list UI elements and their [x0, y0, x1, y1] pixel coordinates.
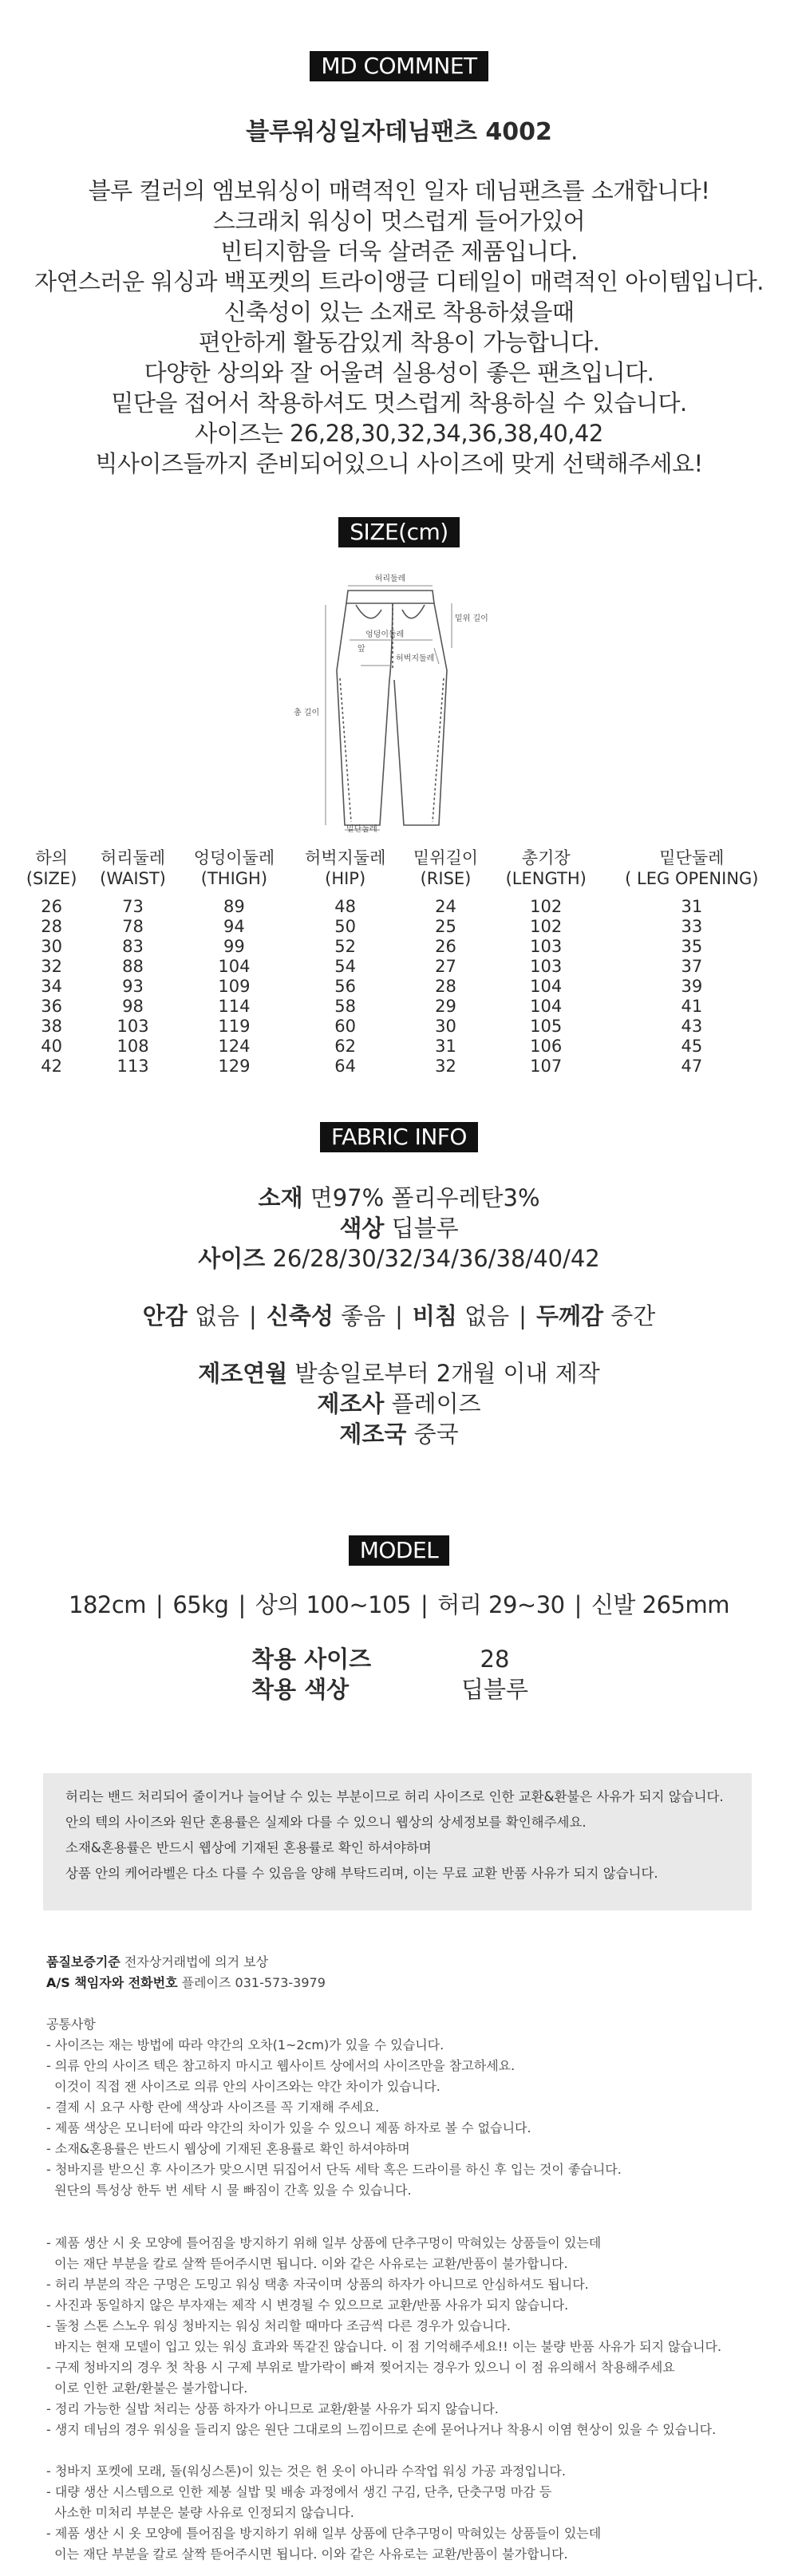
- stretch-value: 좋음: [341, 1302, 386, 1329]
- model-height: 182cm: [69, 1591, 147, 1618]
- table-cell: 40: [41, 1037, 62, 1056]
- table-cell: 104: [218, 957, 251, 976]
- policy-line: - 청바지를 받으신 후 사이즈가 맞으시면 뒤집어서 단독 세탁 혹은 드라이를 하신 후 입는 것이 좋습니다.: [46, 2162, 622, 2177]
- model-waist: 허리 29~30: [437, 1591, 565, 1618]
- md-comment-label: MD COMMNET: [310, 51, 488, 81]
- column-label-ko: 하의: [35, 848, 68, 867]
- diagram-front-label: 앞: [358, 645, 365, 654]
- model-fit: [0, 1644, 798, 1705]
- table-cell: 33: [681, 917, 703, 936]
- as-value: 플레이즈 031-573-3979: [181, 1975, 326, 1990]
- size-column-header: [401, 847, 490, 897]
- table-cell: 42: [41, 1057, 62, 1076]
- policy-line: - 제품 생산 시 옷 모양에 틀어짐을 방지하기 위해 일부 상품에 단추구멍이 막혀있는 상품들이 있는데: [46, 2235, 602, 2250]
- common-list: [46, 2035, 764, 2201]
- table-cell: 41: [681, 997, 703, 1016]
- table-cell: 103: [117, 1017, 149, 1036]
- table-cell: 73: [122, 897, 144, 916]
- table-cell: 38: [41, 1017, 62, 1036]
- as-row: [46, 1973, 764, 1993]
- column-label-ko: 총기장: [521, 848, 571, 867]
- product-description: [0, 176, 798, 479]
- pants-size-diagram: [276, 559, 516, 833]
- table-cell: 26: [41, 897, 62, 916]
- policy-line: - 돌청 스톤 스노우 워싱 청바지는 워싱 처리할 때마다 조금씩 다른 경우가 있습니다.: [46, 2318, 511, 2333]
- size-table-wrap: [0, 847, 798, 1077]
- size-column-header: [179, 847, 290, 897]
- policy-line: - 제품 생산 시 옷 모양에 틀어짐을 방지하기 위해 일부 상품에 단추구멍이 막혀있는 상품들이 있는데: [46, 2526, 602, 2541]
- table-cell: 114: [218, 997, 251, 1016]
- md-comment-section: [0, 51, 798, 479]
- diagram-waist-label: 허리둘레: [374, 575, 406, 583]
- fabric-label: FABRIC INFO: [320, 1122, 478, 1152]
- table-cell: 36: [41, 997, 62, 1016]
- policy-line: - 소재&혼용률은 반드시 웹상에 기재된 혼용률로 확인 하셔야하며: [46, 2141, 410, 2156]
- column-label-en: (HIP): [325, 869, 366, 888]
- table-cell: 107: [530, 1057, 563, 1076]
- table-cell: 106: [530, 1037, 563, 1056]
- table-cell: 88: [122, 957, 144, 976]
- table-cell: 31: [681, 897, 703, 916]
- table-cell: 78: [122, 917, 144, 936]
- column-label-en: ( LEG OPENING): [625, 869, 759, 888]
- table-cell: 34: [41, 977, 62, 996]
- table-cell: 31: [435, 1037, 456, 1056]
- description-line: 다양한 상의와 잘 어울려 실용성이 좋은 팬츠입니다.: [144, 359, 654, 386]
- notice-line: 안의 텍의 사이즈와 원단 혼용률은 실제와 다를 수 있으니 웹상의 상세정보를 확인해주세요.: [65, 1815, 587, 1830]
- description-line: 편안하게 활동감있게 착용이 가능합니다.: [198, 329, 600, 356]
- maker-key: 제조사: [317, 1390, 385, 1417]
- column-label-ko: 엉덩이둘레: [193, 848, 275, 867]
- material-value: 면97% 폴리우레탄3%: [310, 1184, 540, 1211]
- fabric-color-row: [0, 1213, 798, 1243]
- thickness-value: 중간: [610, 1302, 656, 1329]
- table-cell: 102: [530, 917, 563, 936]
- as-key: A/S 책임자와 전화번호: [46, 1975, 178, 1990]
- column-label-en: (LENGTH): [505, 869, 587, 888]
- sizes-value: 26/28/30/32/34/36/38/40/42: [272, 1245, 600, 1272]
- fabric-sizes-row: [0, 1243, 798, 1274]
- policy-line: - 제품 색상은 모니터에 따라 약간의 차이가 있을 수 있으니 제품 하자로 볼 수 없습니다.: [46, 2120, 531, 2135]
- table-cell: 104: [530, 977, 563, 996]
- policy-line: 이로 인한 교환/환불은 불가합니다.: [46, 2380, 248, 2396]
- origin-key: 제조국: [339, 1420, 407, 1448]
- size-section: [0, 517, 798, 547]
- table-cell: 94: [223, 917, 245, 936]
- fit-color-value: 딥블루: [460, 1676, 529, 1703]
- table-cell: 64: [334, 1057, 357, 1076]
- table-cell: 32: [41, 957, 62, 976]
- fabric-date-row: [0, 1358, 798, 1389]
- policy-line: 바지는 현재 모델이 입고 있는 워싱 효과와 똑같진 않습니다. 이 점 기억해주세요!! 이는 불량 반품 사유가 되지 않습니다.: [46, 2339, 722, 2354]
- column-label-ko: 허리둘레: [100, 848, 166, 867]
- policy-line: 이것이 직접 잰 사이즈로 의류 안의 사이즈와는 약간 차이가 있습니다.: [46, 2079, 440, 2094]
- size-column-header: [16, 847, 87, 897]
- column-label-ko: 밑위길이: [413, 848, 479, 867]
- origin-value: 중국: [413, 1420, 459, 1448]
- table-row: [16, 897, 782, 917]
- diagram-hip-label: 엉덩이둘레: [365, 630, 405, 639]
- policy-line: - 정리 가능한 실밥 처리는 상품 하자가 아니므로 교환/환불 사유가 되지 않습니다.: [46, 2401, 499, 2416]
- column-label-en: (RISE): [420, 869, 472, 888]
- table-row: [16, 997, 782, 1017]
- sheer-key: 비침: [412, 1302, 457, 1329]
- fit-size-value: 28: [480, 1646, 510, 1673]
- size-label: SIZE(cm): [338, 517, 459, 547]
- description-line: 밑단을 접어서 착용하셔도 멋스럽게 착용하실 수 있습니다.: [111, 389, 687, 417]
- table-cell: 83: [122, 937, 144, 956]
- fabric-properties-row: 안감 없음 | 신축성 좋음 | 비침 없음 | 두께감 중간: [142, 1302, 656, 1329]
- table-cell: 24: [435, 897, 456, 916]
- fabric-origin-row: [0, 1419, 798, 1449]
- table-cell: 37: [681, 957, 703, 976]
- policy-line: - 의류 안의 사이즈 텍은 참고하지 마시고 웹사이트 상에서의 사이즈만을 참고하세요.: [46, 2058, 516, 2073]
- table-row: [16, 937, 782, 957]
- description-line: 자연스러운 워싱과 백포켓의 트라이앵글 디테일이 매력적인 아이템입니다.: [34, 268, 764, 295]
- table-row: [16, 1037, 782, 1057]
- table-cell: 28: [41, 917, 62, 936]
- description-line: 빅사이즈들까지 준비되어있으니 사이즈에 맞게 선택해주세요!: [95, 450, 703, 477]
- table-cell: 108: [117, 1037, 149, 1056]
- diagram-hem-label: 밑단둘레: [346, 825, 377, 833]
- table-cell: 39: [681, 977, 703, 996]
- table-cell: 58: [334, 997, 357, 1016]
- denim-list: [46, 2233, 764, 2440]
- table-cell: 52: [334, 937, 357, 956]
- table-cell: 103: [530, 957, 563, 976]
- diagram-length-label: 총 길이: [294, 709, 320, 717]
- table-row: [16, 917, 782, 937]
- policy-section: [46, 1952, 764, 2565]
- sizes-key: 사이즈: [198, 1245, 266, 1272]
- model-shoes: 신발 265mm: [591, 1591, 729, 1618]
- thickness-key: 두께감: [535, 1302, 603, 1329]
- color-value: 딥블루: [391, 1215, 459, 1242]
- table-row: [16, 957, 782, 977]
- notice-line: 소재&혼용률은 반드시 웹상에 기재된 혼용률로 확인 하셔야하며: [65, 1840, 432, 1855]
- model-section: [0, 1535, 798, 1705]
- table-cell: 35: [681, 937, 703, 956]
- table-cell: 104: [530, 997, 563, 1016]
- table-cell: 50: [334, 917, 357, 936]
- table-cell: 89: [223, 897, 245, 916]
- table-cell: 25: [435, 917, 456, 936]
- table-cell: 109: [218, 977, 251, 996]
- fit-color-row: [251, 1674, 547, 1705]
- extra-list: [46, 2461, 764, 2565]
- table-cell: 99: [223, 937, 245, 956]
- notice-box: [43, 1773, 752, 1910]
- date-value: 발송일로부터 2개월 이내 제작: [294, 1360, 600, 1387]
- table-cell: 30: [41, 937, 62, 956]
- table-cell: 43: [681, 1017, 703, 1036]
- policy-line: - 사진과 동일하지 않은 부자재는 제작 시 변경될 수 있으므로 교환/반품 사유가 되지 않습니다.: [46, 2297, 569, 2313]
- lining-value: 없음: [195, 1302, 240, 1329]
- policy-line: - 사이즈는 재는 방법에 따라 약간의 오차(1~2cm)가 있을 수 있습니다.: [46, 2037, 444, 2053]
- table-cell: 29: [435, 997, 456, 1016]
- size-table-header: [16, 847, 782, 897]
- policy-line: - 결제 시 요구 사항 란에 색상과 사이즈를 꼭 기재해 주세요.: [46, 2100, 380, 2115]
- policy-line: - 대량 생산 시스템으로 인한 제봉 실밥 및 배송 과정에서 생긴 구김, 단추, 단춧구멍 마감 등: [46, 2484, 552, 2499]
- table-cell: 48: [334, 897, 357, 916]
- model-top-size: 상의 100~105: [255, 1591, 411, 1618]
- table-cell: 103: [530, 937, 563, 956]
- table-cell: 28: [435, 977, 456, 996]
- column-label-ko: 허벅지둘레: [304, 848, 386, 867]
- fabric-section: [0, 1122, 798, 1449]
- table-row: [16, 1017, 782, 1037]
- size-table: [16, 847, 782, 1077]
- fabric-maker-row: [0, 1389, 798, 1419]
- table-cell: 119: [218, 1017, 251, 1036]
- policy-line: - 청바지 포켓에 모래, 돌(워싱스톤)이 있는 것은 헌 옷이 아니라 수작업 워싱 가공 과정입니다.: [46, 2463, 566, 2479]
- product-title: 블루워싱일자데님팬츠 4002: [246, 118, 552, 146]
- common-title: 공통사항: [46, 2017, 96, 2032]
- policy-line: - 구제 청바지의 경우 첫 착용 시 구제 부위로 발가락이 빠져 찢어지는 경우가 있으니 이 점 유의해서 착용해주세요: [46, 2360, 675, 2375]
- column-label-en: (SIZE): [26, 869, 77, 888]
- table-cell: 93: [122, 977, 144, 996]
- fit-size-row: [251, 1644, 547, 1674]
- table-cell: 47: [681, 1057, 703, 1076]
- table-cell: 56: [334, 977, 357, 996]
- policy-line: - 허리 부분의 작은 구멍은 도밍고 워싱 택총 자국이며 상품의 하자가 아니므로 안심하셔도 됩니다.: [46, 2277, 589, 2292]
- table-cell: 32: [435, 1057, 456, 1076]
- size-column-header: [491, 847, 602, 897]
- fit-color-key: 착용 색상: [251, 1676, 350, 1703]
- stretch-key: 신축성: [266, 1302, 334, 1329]
- policy-line: 사소한 미처리 부분은 불량 사유로 인정되지 않습니다.: [46, 2505, 354, 2520]
- description-line: 스크래치 워싱이 멋스럽게 들어가있어: [212, 207, 586, 235]
- table-cell: 26: [435, 937, 456, 956]
- table-cell: 45: [681, 1037, 703, 1056]
- policy-line: 원단의 특성상 한두 번 세탁 시 물 빠짐이 간혹 있을 수 있습니다.: [46, 2183, 412, 2198]
- date-key: 제조연월: [198, 1360, 288, 1387]
- fabric-material-row: [0, 1183, 798, 1213]
- column-label-en: (THIGH): [200, 869, 268, 888]
- column-label-en: (WAIST): [100, 869, 166, 888]
- warranty-row: [46, 1952, 764, 1973]
- size-column-header: [87, 847, 179, 897]
- model-weight: 65kg: [172, 1591, 229, 1618]
- table-row: [16, 977, 782, 997]
- policy-line: 이는 재단 부분을 칼로 살짝 뜯어주시면 됩니다. 이와 같은 사유로는 교환/반품이 불가합니다.: [46, 2546, 568, 2562]
- description-line: 사이즈는 26,28,30,32,34,36,38,40,42: [195, 420, 603, 447]
- maker-value: 플레이즈: [391, 1390, 481, 1417]
- table-cell: 54: [334, 957, 357, 976]
- table-cell: 60: [334, 1017, 357, 1036]
- table-cell: 124: [218, 1037, 251, 1056]
- table-cell: 27: [435, 957, 456, 976]
- color-key: 색상: [339, 1215, 385, 1242]
- material-key: 소재: [258, 1184, 303, 1211]
- description-line: 빈티지함을 더욱 살려준 제품입니다.: [220, 238, 578, 265]
- table-row: [16, 1057, 782, 1077]
- fit-size-key: 착용 사이즈: [251, 1646, 372, 1673]
- notice-line: 상품 안의 케어라벨은 다소 다를 수 있음을 양해 부탁드리며, 이는 무료 교환 반품 사유가 되지 않습니다.: [65, 1866, 658, 1881]
- policy-line: - 생지 데님의 경우 워싱을 들리지 않은 원단 그대로의 느낌이므로 손에 묻어나거나 착용시 이염 현상이 있을 수 있습니다.: [46, 2422, 717, 2437]
- table-cell: 129: [218, 1057, 251, 1076]
- warranty-value: 전자상거래법에 의거 보상: [124, 1954, 269, 1970]
- table-cell: 113: [117, 1057, 149, 1076]
- size-column-header: [602, 847, 782, 897]
- table-cell: 30: [435, 1017, 456, 1036]
- policy-line: 이는 재단 부분을 칼로 살짝 뜯어주시면 됩니다. 이와 같은 사유로는 교환/반품이 불가합니다.: [46, 2256, 568, 2271]
- sheer-value: 없음: [464, 1302, 510, 1329]
- lining-key: 안감: [142, 1302, 188, 1329]
- table-cell: 62: [334, 1037, 357, 1056]
- diagram-rise-label: 밑위 길이: [455, 614, 488, 623]
- size-column-header: [290, 847, 401, 897]
- model-specs: 182cm | 65kg | 상의 100~105 | 허리 29~30 | 신발 265mm: [69, 1591, 729, 1618]
- notice-line: 허리는 밴드 처리되어 줄이거나 늘어날 수 있는 부분이므로 허리 사이즈로 인한 교환&환불은 사유가 되지 않습니다.: [65, 1789, 724, 1804]
- diagram-thigh-label: 허벅지둘레: [396, 654, 435, 663]
- description-line: 신축성이 있는 소재로 착용하셨을때: [223, 298, 575, 326]
- column-label-ko: 밑단둘레: [659, 848, 725, 867]
- warranty-key: 품질보증기준: [46, 1954, 120, 1970]
- table-cell: 98: [122, 997, 144, 1016]
- table-cell: 102: [530, 897, 563, 916]
- description-line: 블루 컬러의 엠보워싱이 매력적인 일자 데님팬츠를 소개합니다!: [88, 177, 710, 204]
- model-label: MODEL: [349, 1535, 450, 1566]
- table-cell: 105: [530, 1017, 563, 1036]
